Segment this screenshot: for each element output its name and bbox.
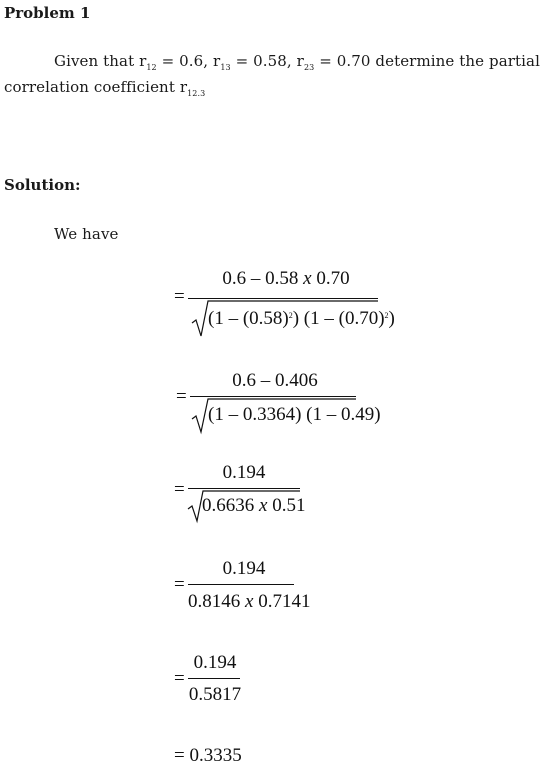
step1-den-c: ) xyxy=(388,308,395,329)
step3-den-a: 0.6636 xyxy=(202,495,259,516)
step3-numerator: 0.194 xyxy=(222,462,266,483)
step4-den-b: 0.7141 xyxy=(253,591,311,612)
problem-statement-line1 xyxy=(54,52,540,72)
r12-subscript: 12 xyxy=(146,63,157,72)
step1-den-b-exp: 2 xyxy=(384,311,389,320)
r12-value: = 0.6, r xyxy=(156,52,221,70)
given-prefix: Given that r xyxy=(54,52,147,70)
r13-value: = 0.58, r xyxy=(230,52,304,70)
step4-den-a: 0.8146 xyxy=(188,591,245,612)
step1-den-a: (1 – (0.58) xyxy=(208,308,289,329)
line2-text: correlation coefficient r xyxy=(4,78,188,96)
step1-num-a: 0.6 – 0.58 xyxy=(222,268,304,289)
step1-num-b: 0.70 xyxy=(311,268,350,289)
step3-den-x: x xyxy=(259,495,268,516)
step5-fraction-bar xyxy=(188,678,240,679)
r13-subscript: 13 xyxy=(220,63,231,72)
solution-title: Solution: xyxy=(4,176,81,194)
step1-equals: = xyxy=(174,286,185,307)
r23-subscript: 23 xyxy=(303,63,315,72)
step5-fraction xyxy=(174,652,244,712)
step5-numerator: 0.194 xyxy=(193,652,237,673)
step1-den-a-exp: 2 xyxy=(288,311,293,320)
step4-fraction-bar xyxy=(188,584,294,585)
problem-title: Problem 1 xyxy=(4,4,91,22)
step1-fraction xyxy=(174,268,395,342)
step1-denominator xyxy=(208,308,395,330)
step5-denominator: 0.5817 xyxy=(188,684,242,705)
step3-denominator xyxy=(202,495,305,517)
step1-den-b: ) (1 – (0.70) xyxy=(292,308,385,329)
step4-numerator: 0.194 xyxy=(222,558,266,579)
step4-den-x: x xyxy=(245,591,254,612)
step4-fraction xyxy=(174,558,311,618)
final-result: = 0.3335 xyxy=(174,745,242,766)
step1-num-x: x xyxy=(303,268,312,289)
step1-numerator xyxy=(188,268,384,290)
step5-equals: = xyxy=(174,668,185,689)
step3-equals: = xyxy=(174,479,185,500)
step2-equals: = xyxy=(176,386,187,407)
step3-den-b: 0.51 xyxy=(267,495,306,516)
step2-numerator: 0.6 – 0.406 xyxy=(232,370,318,391)
we-have-text: We have xyxy=(54,225,119,243)
step2-fraction xyxy=(176,370,381,440)
step2-denominator: (1 – 0.3364) (1 – 0.49) xyxy=(208,404,381,425)
r23-value: = 0.70 determine the partial xyxy=(314,52,540,70)
r123-subscript: 12.3 xyxy=(187,89,206,98)
step4-denominator xyxy=(188,591,311,613)
problem-statement-line2 xyxy=(4,78,205,98)
step4-equals: = xyxy=(174,574,185,595)
step3-fraction xyxy=(174,462,304,528)
